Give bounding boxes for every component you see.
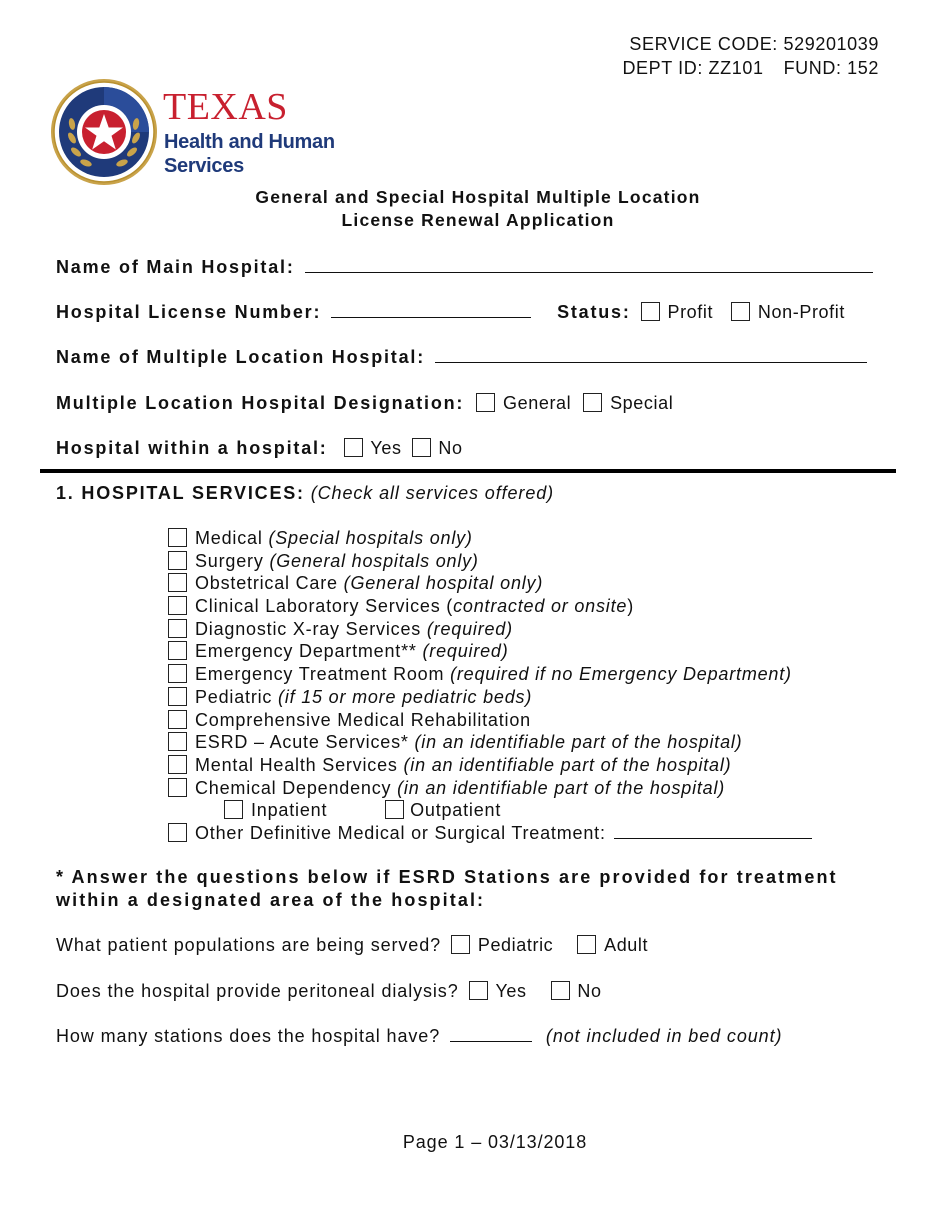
hwh-no-label: No <box>438 438 463 458</box>
service-suffix: ) <box>627 596 634 617</box>
status-nonprofit-checkbox[interactable] <box>731 302 750 321</box>
dialysis-yes-checkbox[interactable] <box>469 981 488 1000</box>
service-item <box>168 731 812 754</box>
status-nonprofit-label: Non-Profit <box>757 302 845 322</box>
hwh-yes-label: Yes <box>370 438 402 458</box>
service-note: contracted or onsite <box>453 596 628 617</box>
service-checkbox[interactable] <box>168 596 187 615</box>
esrd-q1-row <box>56 933 652 957</box>
texas-hhs-logo <box>50 78 340 190</box>
logo-line2: Health and Human <box>164 131 335 153</box>
other-treatment-label: Other Definitive Medical or Surgical Treatment: <box>195 822 606 843</box>
stations-count-field[interactable] <box>450 1025 532 1042</box>
inpatient-checkbox[interactable] <box>224 800 243 819</box>
service-checkbox[interactable] <box>168 732 187 751</box>
service-label: Clinical Laboratory Services ( <box>195 596 454 617</box>
service-item <box>168 709 812 732</box>
esrd-q2-row <box>56 979 606 1003</box>
form-title-line2: License Renewal Application <box>341 210 615 230</box>
designation-special-checkbox[interactable] <box>583 393 602 412</box>
outpatient-label: Outpatient <box>410 800 502 821</box>
service-label: Obstetrical Care <box>195 573 344 594</box>
dialysis-no-checkbox[interactable] <box>551 981 570 1000</box>
multi-location-label: Name of Multiple Location Hospital: <box>56 347 426 367</box>
service-item <box>168 527 812 550</box>
logo-line3: Services <box>164 155 244 177</box>
service-label: Diagnostic X-ray Services <box>195 618 427 639</box>
esrd-heading: * Answer the questions below if ESRD Stations are provided for treatment within a designated area of the hospital: <box>56 867 838 910</box>
esrd-q3-row <box>56 1024 782 1048</box>
section1-heading <box>56 481 554 505</box>
main-hospital-row <box>56 255 873 279</box>
designation-row <box>56 391 677 415</box>
service-label: Comprehensive Medical Rehabilitation <box>195 709 531 730</box>
hwh-row <box>56 436 467 460</box>
service-label: Surgery <box>195 550 270 571</box>
service-item <box>168 550 812 573</box>
service-label: Pediatric <box>195 686 279 707</box>
fund-code: FUND: 152 <box>783 58 879 78</box>
status-label: Status: <box>557 302 631 322</box>
other-treatment-field[interactable] <box>614 822 812 839</box>
section1-note: (Check all services offered) <box>310 483 555 503</box>
service-item <box>168 777 812 800</box>
service-note: (if 15 or more pediatric beds) <box>278 686 533 707</box>
main-hospital-label: Name of Main Hospital: <box>56 257 295 277</box>
license-number-field[interactable] <box>331 301 531 318</box>
service-checkbox[interactable] <box>168 687 187 706</box>
form-title <box>0 186 950 232</box>
logo-texas-text: TEXAS <box>163 86 288 128</box>
service-label: Mental Health Services <box>195 754 404 775</box>
designation-special-label: Special <box>610 393 674 413</box>
service-checkbox[interactable] <box>168 619 187 638</box>
service-item <box>168 640 812 663</box>
service-checkbox[interactable] <box>168 573 187 592</box>
service-note: (in an identifiable part of the hospital) <box>403 754 732 775</box>
license-label: Hospital License Number: <box>56 302 322 322</box>
status-profit-checkbox[interactable] <box>641 302 660 321</box>
service-note: (General hospital only) <box>343 573 544 594</box>
other-treatment-item <box>168 822 812 845</box>
service-checkbox[interactable] <box>168 551 187 570</box>
service-code: SERVICE CODE: 529201039 <box>629 34 879 54</box>
designation-label: Multiple Location Hospital Designation: <box>56 393 465 413</box>
section-divider <box>40 469 896 473</box>
esrd-q3-note: (not included in bed count) <box>545 1026 783 1046</box>
service-label: Medical <box>195 528 269 548</box>
dialysis-yes-label: Yes <box>495 981 527 1001</box>
service-label: ESRD – Acute Services* <box>195 732 415 753</box>
multi-location-row <box>56 345 867 369</box>
dept-id: DEPT ID: ZZ101 <box>622 58 764 78</box>
service-item <box>168 686 812 709</box>
esrd-q1-label: What patient populations are being served? <box>56 935 442 955</box>
inpatient-label: Inpatient <box>251 800 328 821</box>
pediatric-label: Pediatric <box>477 935 554 955</box>
service-checkbox[interactable] <box>168 778 187 797</box>
service-item <box>168 618 812 641</box>
license-row <box>56 300 849 324</box>
service-checkbox[interactable] <box>168 755 187 774</box>
esrd-q2-label: Does the hospital provide peritoneal dialysis? <box>56 981 459 1001</box>
chemical-dependency-options <box>168 799 812 822</box>
service-checkbox[interactable] <box>168 664 187 683</box>
pediatric-checkbox[interactable] <box>451 935 470 954</box>
service-note: (required) <box>426 618 513 639</box>
outpatient-checkbox[interactable] <box>385 800 404 819</box>
service-checkbox[interactable] <box>168 528 187 547</box>
status-profit-label: Profit <box>667 302 714 322</box>
service-checkbox[interactable] <box>168 641 187 660</box>
service-item <box>168 572 812 595</box>
dialysis-no-label: No <box>577 981 602 1001</box>
adult-checkbox[interactable] <box>577 935 596 954</box>
designation-general-label: General <box>503 393 572 413</box>
service-item <box>168 595 812 618</box>
other-treatment-checkbox[interactable] <box>168 823 187 842</box>
hwh-label: Hospital within a hospital: <box>56 438 328 458</box>
esrd-q3-label: How many stations does the hospital have? <box>56 1026 441 1046</box>
hwh-no-checkbox[interactable] <box>412 438 431 457</box>
service-checkbox[interactable] <box>168 710 187 729</box>
form-codes <box>622 32 879 80</box>
page-footer: Page 1 – 03/13/2018 <box>402 1132 588 1152</box>
multi-location-field[interactable] <box>435 346 867 363</box>
service-label: Chemical Dependency <box>195 777 398 798</box>
service-item <box>168 754 812 777</box>
section1-title: 1. HOSPITAL SERVICES: <box>56 483 305 503</box>
service-label: Emergency Department** <box>195 641 423 662</box>
service-note: (in an identifiable part of the hospital) <box>397 777 726 798</box>
adult-label: Adult <box>604 935 649 955</box>
service-note: (Special hospitals only) <box>268 528 473 548</box>
hwh-yes-checkbox[interactable] <box>344 438 363 457</box>
service-note: (required if no Emergency Department) <box>450 664 792 685</box>
form-title-line1: General and Special Hospital Multiple Location <box>255 187 701 207</box>
service-note: (General hospitals only) <box>269 550 479 571</box>
service-note: (in an identifiable part of the hospital) <box>414 732 743 753</box>
main-hospital-field[interactable] <box>305 256 873 273</box>
services-list <box>168 527 812 845</box>
service-label: Emergency Treatment Room <box>195 664 451 685</box>
service-item <box>168 663 812 686</box>
service-note: (required) <box>422 641 509 662</box>
designation-general-checkbox[interactable] <box>476 393 495 412</box>
